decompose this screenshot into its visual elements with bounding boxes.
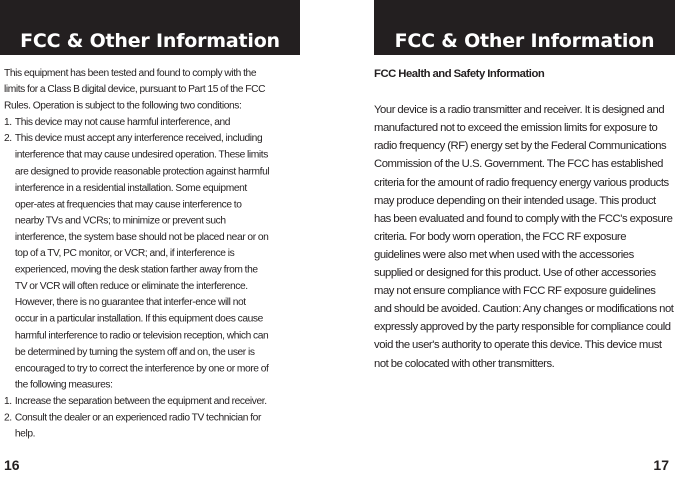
right-body-text [374,65,674,373]
condition-text: This device must accept any interference received, including interference that may cause undesired operation. These limits are designed to provide reasonable protection against harmful interference in a residential installation. Some equipment oper-ates at frequencies that may cause interference to nearby TVs and VCRs; to minimize or prevent such interference, the system base should not be placed near or on top of a TV, PC monitor, or VCR; and, if interference is experienced, moving the desk station farther away from the TV or VCR will often reduce or eliminate the interference. However, there is no guarantee that interfer-ence will not occur in a particular installation. If this equipment does cause harmful interference to radio or television reception, which can be determined by turning the system off and on, the user is encouraged to try to correct the interference by one or more of the following measures: [14,133,270,391]
paragraph-spacer [374,83,674,101]
condition-item-2 [4,131,270,393]
page-number-left: 16 [4,457,20,473]
left-page [0,0,300,504]
condition-number: 2. [4,133,12,145]
condition-number: 1. [4,116,12,128]
section-heading: FCC Health and Safety Information [374,68,545,80]
condition-text: This device may not cause harmful interference, and [14,116,231,128]
left-body-text [4,65,270,442]
measure-number: 1. [4,395,12,407]
measure-number: 2. [4,412,12,423]
left-banner-title: FCC & Other Information [0,0,300,55]
measure-text: Consult the dealer or an experienced radio TV technician for help. [14,412,261,440]
condition-item-1 [4,114,270,130]
right-page [374,0,675,504]
measure-text: Increase the separation between the equipment and receiver. [14,395,267,407]
health-safety-paragraph: Your device is a radio transmitter and receiver. It is designed and manufactured not to exceed the emission limits for exposure to radio frequency (RF) energy set by the Federal Communications Commission of the U.S. Government. The FCC has established criteria for the amount of radio frequency energy various products may produce depending on their intended usage. This product has been evaluated and found to comply with the FCC's exposure criteria. For body worn operation, the FCC RF exposure guidelines were also met when used with the accessories supplied or designed for this product. Use of other accessories may not ensure compliance with FCC RF exposure guidelines and should be avoided. Caution: Any changes or modifications not expressly approved by the party responsible for compliance could void the user's authority to operate this device. This device must not be colocated with other transmitters. [374,104,674,370]
measure-item-1 [4,393,270,409]
intro-paragraph: This equipment has been tested and found to comply with the limits for a Class B digital device, pursuant to Part 15 of the FCC Rules. Operation is subject to the following two conditions: [4,67,266,112]
right-banner-title: FCC & Other Information [374,0,675,55]
measure-item-2 [4,409,270,442]
page-number-right: 17 [653,457,669,473]
